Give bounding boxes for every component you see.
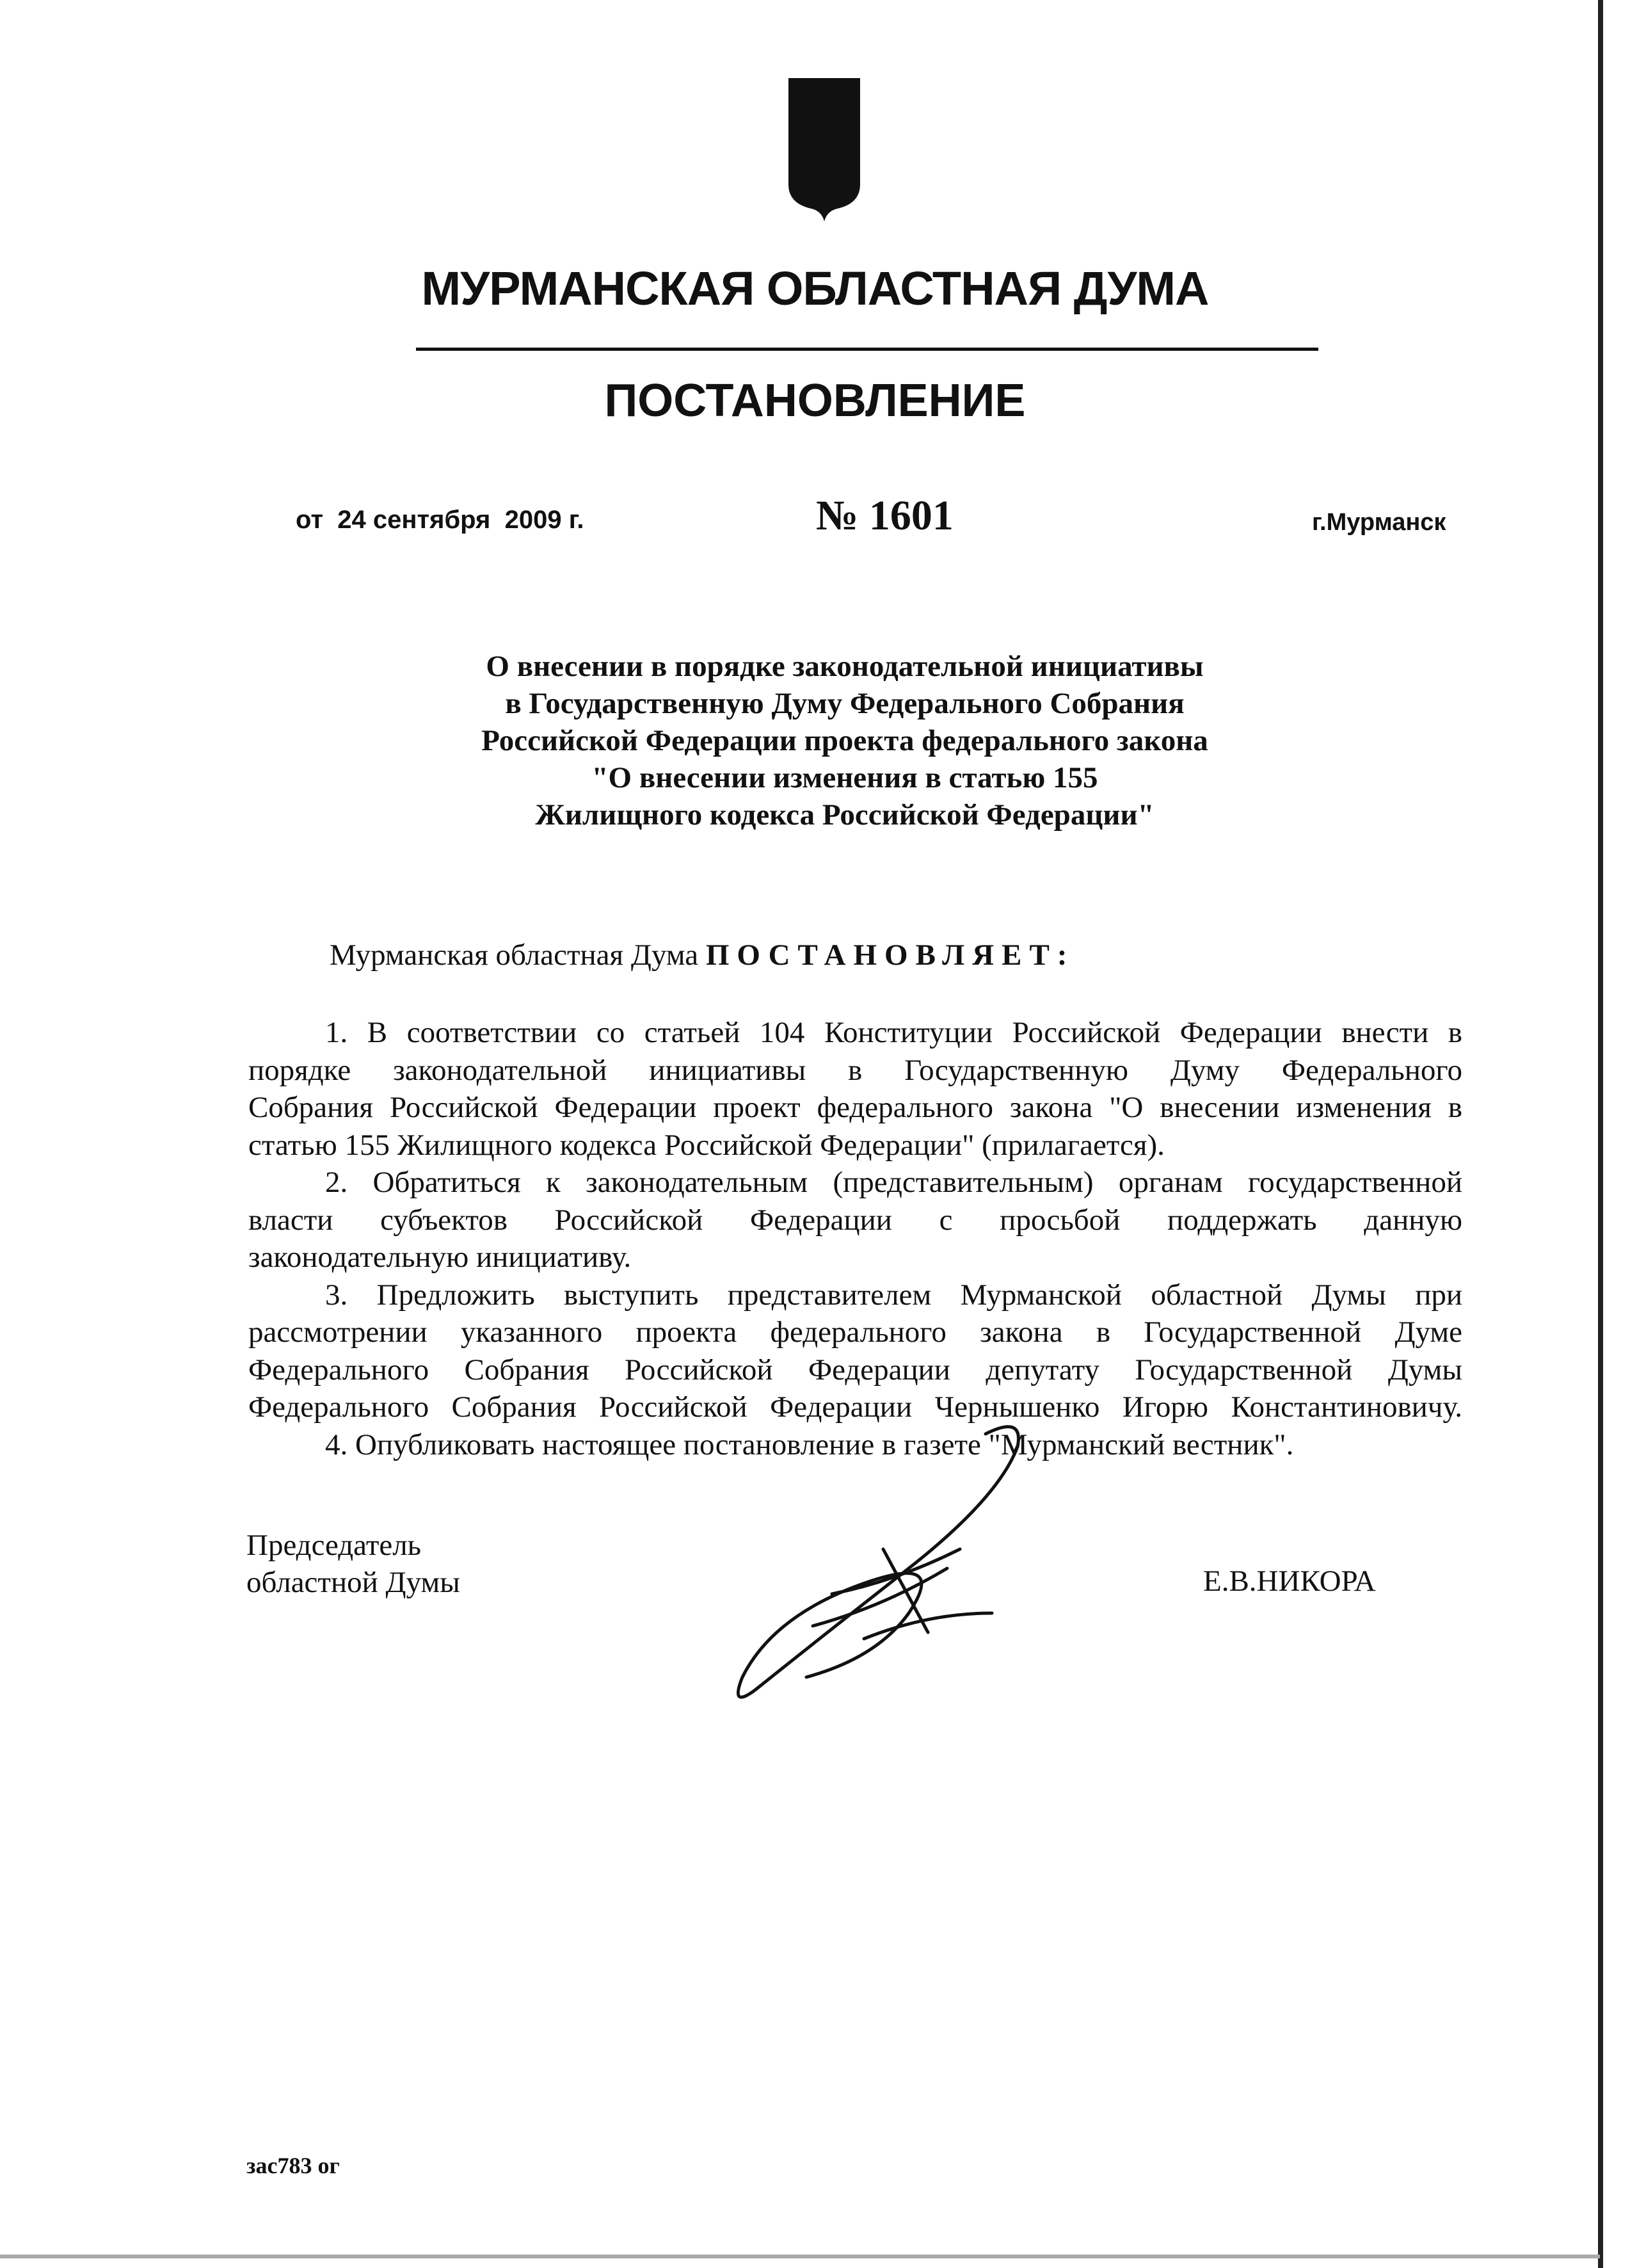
document-number: № 1601 [816,492,954,539]
preamble [330,938,1075,972]
body-line: Федерального Собрания Российской Федерации депутату Государственной Думы [248,1353,1462,1387]
handwritten-signature [717,1421,1101,1722]
body-line: 4. Опубликовать настоящее постановление в газете "Мурманский вестник". [325,1428,1294,1461]
body-line: 1. В соответствии со статьей 104 Конституции Российской Федерации внести в [325,1016,1462,1049]
body-line: порядке законодательной инициативы в Государственную Думу Федерального [248,1053,1462,1087]
body-line: рассмотрении указанного проекта федерального закона в Государственной Думе [248,1315,1462,1349]
signatory-position [246,1527,460,1601]
body-line: законодательную инициативу. [248,1241,632,1274]
body-line: Федерального Собрания Российской Федерации Чернышенко Игорю Константиновичу. [248,1390,1462,1424]
body-line: власти субъектов Российской Федерации с просьбой поддержать данную [248,1203,1462,1237]
document-reference: зас783 ог [246,2153,340,2178]
subject-line: "О внесении изменения в статью 155 [591,761,1098,794]
coat-of-arms-emblem [786,76,863,223]
scan-edge-right [1598,0,1603,2268]
document-city: г.Мурманск [1312,509,1446,536]
document-date: от 24 сентября 2009 г. [296,506,584,534]
organization-title: МУРМАНСКАЯ ОБЛАСТНАЯ ДУМА [421,262,1209,315]
preamble-emphasis: ПОСТАНОВЛЯЕТ: [705,938,1075,972]
scan-edge-bottom [0,2255,1600,2258]
document-subject [410,648,1280,833]
body-line: 2. Обратиться к законодательным (представительным) органам государственной [325,1166,1462,1199]
header-divider [416,348,1318,351]
preamble-text: Мурманская областная Дума [330,938,706,972]
subject-line: Жилищного кодекса Российской Федерации" [535,798,1155,832]
body-line: Собрания Российской Федерации проект федерального закона "О внесении изменения в [248,1091,1462,1124]
document-body [248,1014,1462,1463]
body-line: 3. Предложить выступить представителем Мурманской областной Думы при [325,1278,1462,1312]
document-type: ПОСТАНОВЛЕНИЕ [604,375,1026,426]
position-line: областной Думы [246,1566,460,1599]
position-line: Председатель [246,1529,422,1562]
body-line: статью 155 Жилищного кодекса Российской Федерации" (прилагается). [248,1128,1165,1162]
subject-line: Российской Федерации проекта федерального закона [481,724,1208,757]
subject-line: в Государственную Думу Федерального Собрания [505,687,1185,720]
signatory-name: Е.В.НИКОРА [1203,1564,1376,1598]
subject-line: О внесении в порядке законодательной инициативы [486,650,1204,683]
